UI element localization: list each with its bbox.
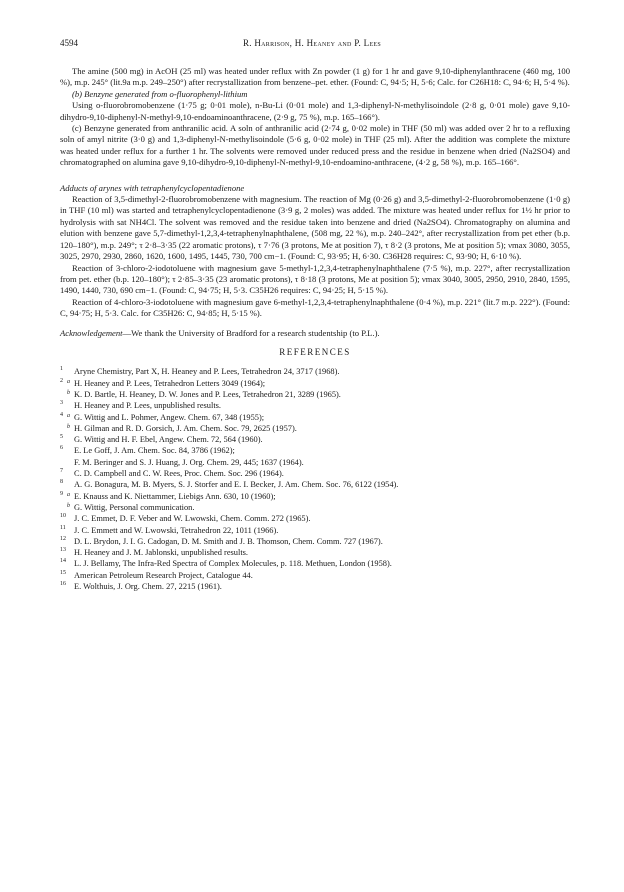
reference-item	[60, 366, 570, 377]
reference-sub: a	[67, 412, 70, 419]
reference-text: H. Heaney and P. Lees, Tetrahedron Letters 3049 (1964);	[74, 378, 266, 388]
paragraph-chloro-iodotoluene: Reaction of 3-chloro-2-iodotoluene with magnesium gave 5-methyl-1,2,3,4-tetraphenylnaphthalene (7·5 %), m.p. 227°, after recrystallization from pet. ether (b.p. 120–180°); τ 2·85–3·35 (23 aromatic protons), τ 8·18 (3 protons, Me at position 5); νmax 3040, 3005, 2950, 2910, 2840, 1595, 1490, 1440, 730, 690 cm−1. (Found: C, 94·75; H, 5·3. C35H26 requires: C, 94·25; H, 5·15 %).	[60, 262, 570, 296]
references-list	[60, 366, 570, 592]
acknowledgement-label: Acknowledgement	[60, 327, 123, 338]
reference-number: 3	[60, 400, 63, 407]
reference-item	[60, 502, 570, 513]
reference-text: K. D. Bartle, H. Heaney, D. W. Jones and P. Lees, Tetrahedron 21, 3289 (1965).	[74, 389, 341, 399]
reference-number: 9	[60, 490, 63, 497]
reference-text: A. G. Bonagura, M. B. Myers, S. J. Storfer and E. I. Becker, J. Am. Chem. Soc. 76, 6122 (1954).	[74, 480, 399, 490]
reference-text: E. Wolthuis, J. Org. Chem. 27, 2215 (1961).	[74, 581, 222, 591]
reference-sub: b	[67, 423, 70, 430]
reference-item	[60, 389, 570, 400]
reference-number: 7	[60, 468, 63, 475]
reference-number: 8	[60, 479, 63, 486]
reference-sub: a	[67, 491, 70, 498]
reference-text: G. Wittig, Personal communication.	[74, 502, 195, 512]
paragraph-fluorophenyl-procedure: Using o-fluorobromobenzene (1·75 g; 0·01 mole), n-Bu-Li (0·01 mole) and 1,3-diphenyl-N-methylisoindole (2·8 g, 0·01 mole) gave 9,10-dihydro-9,10-diphenyl-N-methyl-9,10-endoaminoanthracene, (2·9 g, 75 %), m.p. 165–166°).	[60, 100, 570, 122]
reference-item	[60, 581, 570, 592]
reference-item	[60, 457, 570, 468]
page-number: 4594	[60, 38, 78, 48]
reference-text: G. Wittig and H. F. Ebel, Angew. Chem. 72, 564 (1960).	[74, 435, 263, 445]
reference-item	[60, 445, 570, 456]
reference-number: 2	[60, 377, 63, 384]
reference-number: 1	[60, 366, 63, 373]
paragraph-anthranilic-acid: (c) Benzyne generated from anthranilic acid. A soln of anthranilic acid (2·74 g, 0·02 mole) in THF (50 ml) was added over 2 hr to a refluxing soln of amyl nitrite (3·0 g) and 1,3-diphenyl-N-methylisoindole (5·6 g, 0·02 mole) in THF (25 ml). After the addition was complete the mixture was heated under reflux for a further 1 hr. The solvents were removed under reduced press and the residue in benzene when dried (Na2SO4) and chromatographed on alumina gave 9,10-dihydro-9,10-diphenyl-N-methyl-9,10-endoamino-anthracene, (4·2 g, 58 %), m.p. 165–166°.	[60, 123, 570, 168]
reference-sub: b	[67, 502, 70, 509]
reference-number: 11	[60, 524, 66, 531]
reference-text: J. C. Emmett and W. Lwowski, Tetrahedron 22, 1011 (1966).	[74, 525, 279, 535]
reference-text: E. Le Goff, J. Am. Chem. Soc. 84, 3786 (1962);	[74, 446, 235, 456]
reference-text: H. Heaney and P. Lees, unpublished results.	[74, 401, 221, 411]
reference-item	[60, 434, 570, 445]
reference-number: 4	[60, 411, 63, 418]
reference-item	[60, 558, 570, 569]
reference-sub: a	[67, 378, 70, 385]
reference-text: G. Wittig and L. Pohmer, Angew. Chem. 67, 348 (1955);	[74, 412, 265, 422]
reference-item	[60, 468, 570, 479]
reference-item	[60, 412, 570, 423]
reference-number: 15	[60, 569, 66, 576]
paragraph-reduction: The amine (500 mg) in AcOH (25 ml) was heated under reflux with Zn powder (1 g) for 1 hr and gave 9,10-diphenylanthracene (460 mg, 100 %), m.p. 245° (lit.9a m.p. 249–250°) after recrystallization from benzene–pet. ether. (Found: C, 94·5; H, 5·6; Calc. for C26H18: C, 94·6; H, 5·4 %).	[60, 66, 570, 88]
reference-text: F. M. Beringer and S. J. Huang, J. Org. Chem. 29, 445; 1637 (1964).	[74, 457, 304, 467]
reference-text: J. C. Emmet, D. F. Veber and W. Lwowski, Chem. Comm. 272 (1965).	[74, 514, 311, 524]
reference-text: E. Knauss and K. Niettammer, Liebigs Ann. 630, 10 (1960);	[74, 491, 276, 501]
acknowledgement-text: —We thank the University of Bradford for a research studentship (to P.L.).	[122, 327, 380, 338]
reference-text: Aryne Chemistry, Part X, H. Heaney and P. Lees, Tetrahedron 24, 3717 (1968).	[74, 367, 340, 377]
running-authors: R. Harrison, H. Heaney and P. Lees	[242, 38, 382, 48]
paragraph-4-chloro-iodotoluene: Reaction of 4-chloro-3-iodotoluene with magnesium gave 6-methyl-1,2,3,4-tetraphenylnaphthalene (0·4 %), m.p. 221° (lit.7 m.p. 222°). (Found: C, 94·75; H, 5·3. Calc. for C35H26: C, 94·85; H, 5·15 %).	[60, 296, 570, 319]
reference-number: 14	[60, 558, 66, 565]
reference-number: 10	[60, 513, 66, 520]
reference-text: C. D. Campbell and C. W. Rees, Proc. Chem. Soc. 296 (1964).	[74, 469, 284, 479]
reference-item	[60, 525, 570, 536]
reference-item	[60, 547, 570, 558]
reference-number: 12	[60, 535, 66, 542]
reference-text: American Petroleum Research Project, Catalogue 44.	[74, 570, 253, 580]
section-heading-adducts: Adducts of arynes with tetraphenylcyclopentadienone	[60, 182, 245, 193]
reference-item	[60, 491, 570, 502]
paragraph-dimethyl-reaction: Reaction of 3,5-dimethyl-2-fluorobromobenzene with magnesium. The reaction of Mg (0·26 g) and 3,5-dimethyl-2-fluorobromobenzene (1·0 g) in THF (10 ml) was started and tetraphenylcyclopentadienone (3·9 g, 2 moles) was added. The mixture was heated under reflux for 1½ hr prior to hydrolysis with sat NH4Cl. The solvent was removed and the residue taken into benzene and dried (Na2SO4). Chromatography on alumina and elution with benzene gave 5,7-dimethyl-1,2,3,4-tetraphenylnaphthalene, (508 mg, 22 %), m.p. 240–242°, after recrystallization from pet ether (b.p. 120–180°), m.p. 249°; τ 2·8–3·35 (22 aromatic protons), τ 7·76 (3 protons, Me at position 7), τ 8·2 (3 protons, Me at position 5); νmax 3080, 3055, 3025, 2970, 2930, 2860, 1620, 1600, 1495, 1445, 730, 700 cm−1. (Found: C, 93·95; H, 6·30. C36H28 requires: C, 93·90; H, 6·10 %).	[60, 194, 570, 262]
reference-number: 13	[60, 547, 66, 554]
reference-number: 16	[60, 580, 66, 587]
running-header	[60, 38, 564, 52]
reference-number: 6	[60, 445, 63, 452]
reference-item	[60, 479, 570, 490]
reference-text: D. L. Brydon, J. I. G. Cadogan, D. M. Smith and J. B. Thomson, Chem. Comm. 727 (1967).	[74, 536, 383, 546]
article-body	[60, 66, 570, 592]
reference-item	[60, 536, 570, 547]
reference-text: H. Gilman and R. D. Gorsich, J. Am. Chem. Soc. 79, 2625 (1957).	[74, 423, 297, 433]
reference-item	[60, 513, 570, 524]
acknowledgement	[60, 328, 570, 339]
reference-item	[60, 423, 570, 434]
reference-item	[60, 378, 570, 389]
reference-text: L. J. Bellamy, The Infra-Red Spectra of Complex Molecules, p. 118. Methuen, London (1958).	[74, 559, 392, 569]
reference-text: H. Heaney and J. M. Jablonski, unpublished results.	[74, 548, 248, 558]
reference-sub: b	[67, 389, 70, 396]
reference-item	[60, 570, 570, 581]
reference-number: 5	[60, 434, 63, 441]
references-heading: REFERENCES	[279, 346, 351, 357]
paragraph-benzyne-fluorophenyl-heading: (b) Benzyne generated from o-fluorophenyl-lithium	[72, 88, 248, 99]
reference-item	[60, 400, 570, 411]
